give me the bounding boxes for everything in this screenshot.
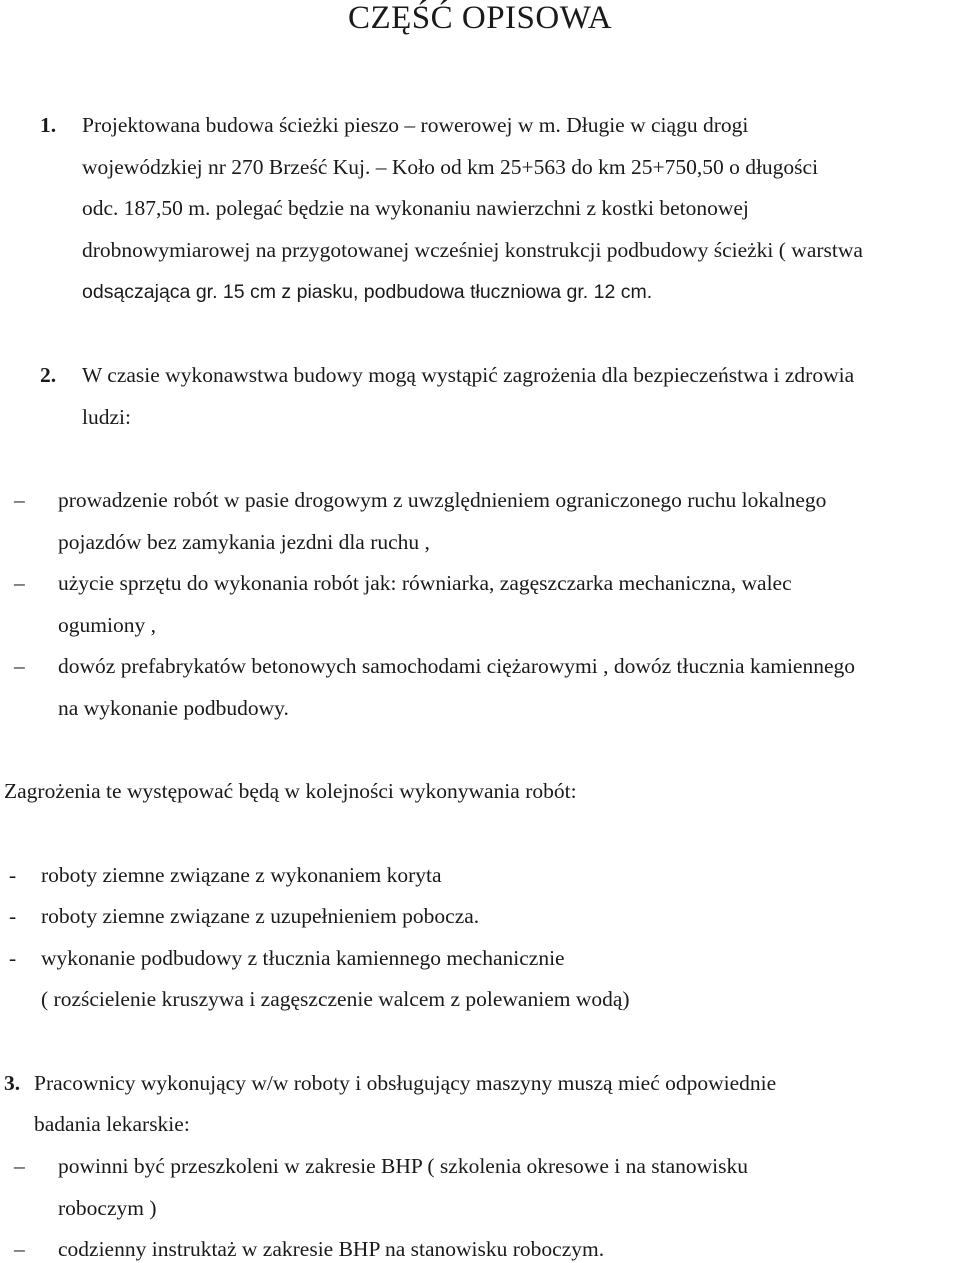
- hazard-marker: -: [9, 863, 17, 887]
- section-2-line: W czasie wykonawstwa budowy mogą wystąpić zagrożenia dla bezpieczeństwa i zdrowia: [82, 363, 855, 387]
- section-1-line: wojewódzkiej nr 270 Brześć Kuj. – Koło od km 25+563 do km 25+750,50 o długości: [82, 155, 819, 179]
- bullet-item-text: codzienny instruktaż w zakresie BHP na stanowisku roboczym.: [58, 1237, 605, 1261]
- section-3-number: 3.: [4, 1071, 21, 1095]
- hazard-marker: -: [9, 946, 17, 970]
- bullet-marker: –: [14, 1237, 25, 1261]
- section-3-line: badania lekarskie:: [34, 1112, 190, 1136]
- hazard-marker: -: [9, 904, 17, 928]
- bullet-item-text: roboczym ): [58, 1196, 157, 1220]
- bullet-item-text: prowadzenie robót w pasie drogowym z uwzględnieniem ograniczonego ruchu lokalnego: [58, 488, 827, 512]
- hazards-heading: Zagrożenia te występować będą w kolejności wykonywania robót:: [4, 779, 577, 803]
- page-title: CZĘŚĆ OPISOWA: [347, 0, 613, 36]
- bullet-item-text: powinni być przeszkoleni w zakresie BHP ( szkolenia okresowe i na stanowisku: [58, 1154, 749, 1178]
- bullet-item-text: dowóz prefabrykatów betonowych samochodami ciężarowymi , dowóz tłucznia kamiennego: [58, 654, 856, 678]
- bullet-marker: –: [14, 571, 25, 595]
- hazard-item: wykonanie podbudowy z tłucznia kamiennego mechanicznie: [41, 946, 565, 970]
- section-1-line: drobnowymiarowej na przygotowanej wcześniej konstrukcji podbudowy ścieżki ( warstwa: [82, 238, 863, 262]
- hazard-item: roboty ziemne związane z uzupełnieniem pobocza.: [41, 904, 480, 928]
- bullet-item-text: na wykonanie podbudowy.: [58, 696, 289, 720]
- bullet-item-text: ogumiony ,: [58, 613, 156, 637]
- section-1-line: odsączająca gr. 15 cm z piasku, podbudowa tłuczniowa gr. 12 cm.: [82, 281, 653, 303]
- hazard-note: ( rozścielenie kruszywa i zagęszczenie walcem z polewaniem wodą): [41, 987, 630, 1011]
- section-1-number: 1.: [40, 113, 57, 137]
- bullet-item-text: użycie sprzętu do wykonania robót jak: równiarka, zagęszczarka mechaniczna, walec: [58, 571, 792, 595]
- bullet-item-text: pojazdów bez zamykania jezdni dla ruchu ,: [58, 530, 430, 554]
- section-2-line: ludzi:: [82, 405, 131, 429]
- bullet-marker: –: [14, 488, 25, 512]
- section-1-line: odc. 187,50 m. polegać będzie na wykonaniu nawierzchni z kostki betonowej: [82, 196, 749, 220]
- hazard-item: roboty ziemne związane z wykonaniem koryta: [41, 863, 442, 887]
- bullet-marker: –: [14, 1154, 25, 1178]
- section-3-line: Pracownicy wykonujący w/w roboty i obsługujący maszyny muszą mieć odpowiednie: [34, 1071, 777, 1095]
- section-2-number: 2.: [40, 363, 57, 387]
- section-1-line: Projektowana budowa ścieżki pieszo – rowerowej w m. Długie w ciągu drogi: [82, 113, 749, 137]
- bullet-marker: –: [14, 654, 25, 678]
